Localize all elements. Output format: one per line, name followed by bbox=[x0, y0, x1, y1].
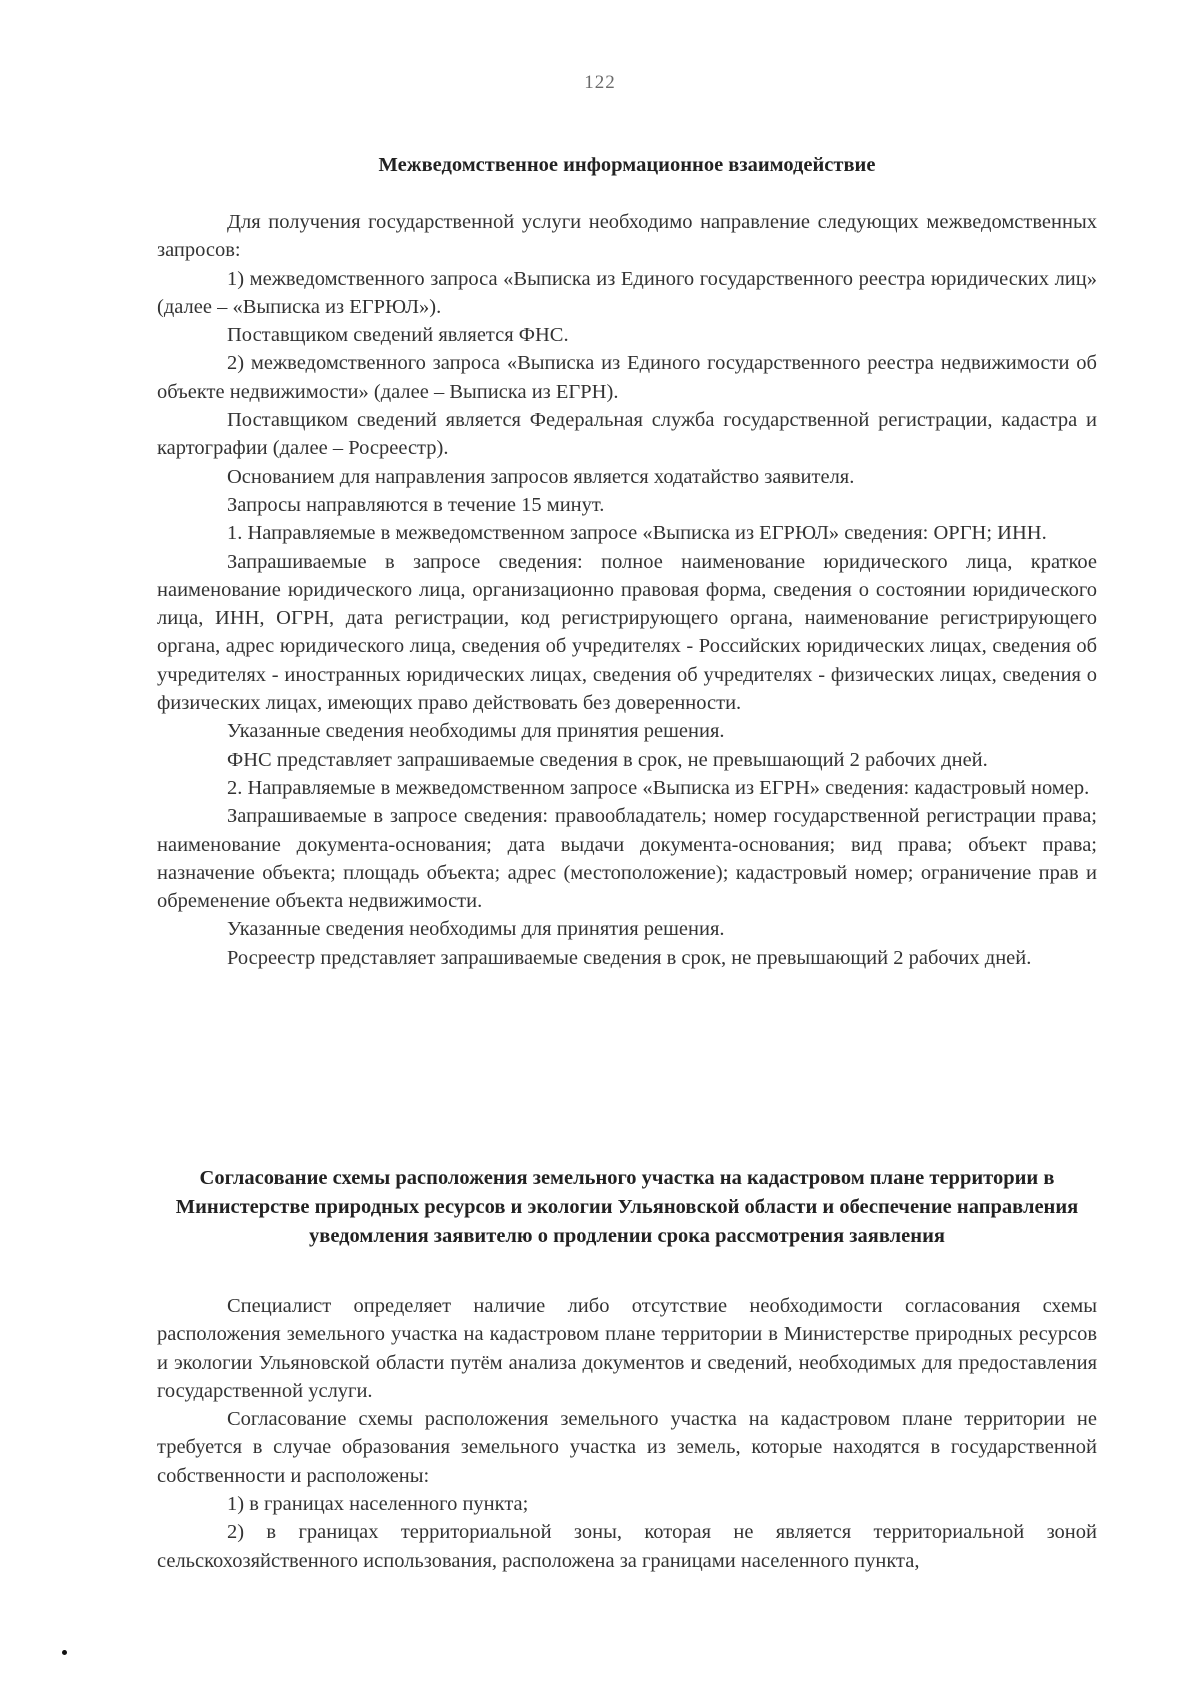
page-number: 122 bbox=[584, 72, 616, 93]
paragraph: Поставщиком сведений является Федеральная служба государственной регистрации, кадастра и картографии (далее – Росреестр). bbox=[157, 409, 1097, 460]
paragraph: ФНС представляет запрашиваемые сведения в срок, не превышающий 2 рабочих дней. bbox=[227, 748, 988, 771]
paragraph: 1) в границах населенного пункта; bbox=[227, 1493, 529, 1516]
paragraph: Поставщиком сведений является ФНС. bbox=[227, 324, 569, 347]
paragraph: Указанные сведения необходимы для принятия решения. bbox=[227, 918, 725, 941]
paragraph: 2) межведомственного запроса «Выписка из Единого государственного реестра недвижимости об объекте недвижимости» (далее – Выписка из ЕГРН). bbox=[157, 352, 1097, 403]
section-body-interagency bbox=[157, 208, 1097, 972]
scan-dot-mark bbox=[62, 1650, 67, 1655]
paragraph: Для получения государственной услуги необходимо направление следующих межведомственных запросов: bbox=[157, 211, 1097, 262]
section-title-scheme-approval: Согласование схемы расположения земельного участка на кадастровом плане территории в Министерстве природных ресурсов и экологии Ульяновской области и обеспечение направления уведомления заявителю о продлении срока рассмотрения заявления bbox=[175, 1167, 1079, 1247]
paragraph: Запросы направляются в течение 15 минут. bbox=[227, 493, 605, 516]
paragraph: Запрашиваемые в запросе сведения: правообладатель; номер государственной регистрации права; наименование документа-основания; дата выдачи документа-основания; вид права; объект права; назначение объекта; площадь объекта; адрес (местоположение); кадастровый номер; ограничение прав и обременение объекта недвижимости. bbox=[157, 805, 1097, 913]
paragraph: Специалист определяет наличие либо отсутствие необходимости согласования схемы расположения земельного участка на кадастровом плане территории в Министерстве природных ресурсов и экологии Ульяновской области путём анализа документов и сведений, необходимых для предоставления государственной услуги. bbox=[157, 1295, 1097, 1402]
paragraph: 1. Направляемые в межведомственном запросе «Выписка из ЕГРЮЛ» сведения: ОРГН; ИНН. bbox=[227, 522, 1047, 545]
paragraph: 2) в границах территориальной зоны, которая не является территориальной зоной сельскохозяйственного использования, расположена за границами населенного пункта, bbox=[157, 1521, 1097, 1572]
paragraph: Основанием для направления запросов является ходатайство заявителя. bbox=[227, 465, 855, 488]
section-title-interagency: Межведомственное информационное взаимодействие bbox=[378, 154, 876, 176]
paragraph: 1) межведомственного запроса «Выписка из Единого государственного реестра юридических лиц» (далее – «Выписка из ЕГРЮЛ»). bbox=[157, 267, 1097, 318]
paragraph: 2. Направляемые в межведомственном запросе «Выписка из ЕГРН» сведения: кадастровый номер. bbox=[227, 776, 1090, 799]
paragraph: Согласование схемы расположения земельного участка на кадастровом плане территории не требуется в случае образования земельного участка из земель, которые находятся в государственной собственности и расположены: bbox=[157, 1408, 1097, 1487]
paragraph: Указанные сведения необходимы для принятия решения. bbox=[227, 720, 725, 743]
paragraph: Росреестр представляет запрашиваемые сведения в срок, не превышающий 2 рабочих дней. bbox=[227, 946, 1032, 969]
section-body-scheme-approval bbox=[157, 1292, 1097, 1575]
paragraph: Запрашиваемые в запросе сведения: полное наименование юридического лица, краткое наименование юридического лица, организационно правовая форма, сведения о состоянии юридического лица, ИНН, ОГРН, дата регистрации, код регистрирующего органа, наименование регистрирующего органа, адрес юридического лица, сведения об учредителях - Российских юридических лицах, сведения об учредителях - иностранных юридических лицах, сведения об учредителях - физических лицах, сведения о физических лицах, имеющих право действовать без доверенности. bbox=[157, 550, 1097, 715]
